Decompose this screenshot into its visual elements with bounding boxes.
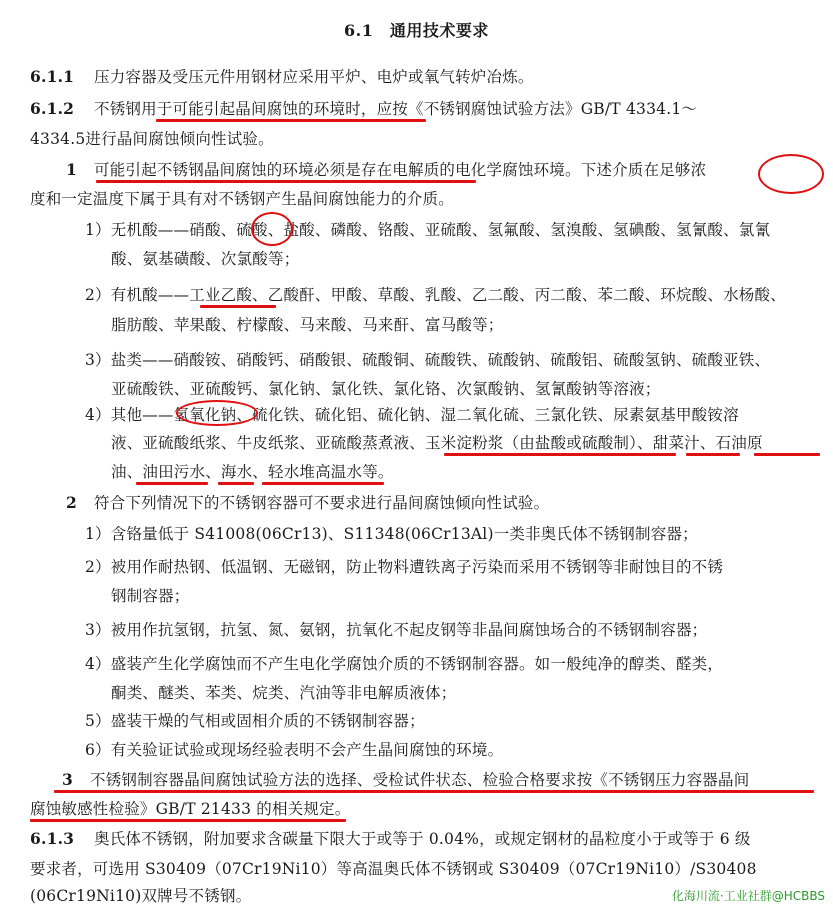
clause-number-6-1-2: 6.1.2 xyxy=(30,99,75,118)
annotation-underline xyxy=(754,453,820,456)
clause-6-1-1-text: 压力容器及受压元件用钢材应采用平炉、电炉或氧气转炉冶炼。 xyxy=(94,68,534,86)
item-2-sub4-line1: 4）盛装产生化学腐蚀而不产生电化学腐蚀介质的不锈钢制容器。如一般纯净的醇类、醛类， xyxy=(85,655,724,673)
section-title: 6.1 通用技术要求 xyxy=(344,21,489,40)
item-1-sub4-line1: 4）其他——氢氧化钠、硫化铁、硫化铝、硫化钠、湿二氧化硫、三氯化铁、尿素氨基甲酸铵溶 xyxy=(85,406,739,424)
item-1-line1: 可能引起不锈钢晶间腐蚀的环境必须是存在电解质的电化学腐蚀环境。下述介质在足够浓 xyxy=(94,161,707,179)
annotation-underline xyxy=(686,453,740,456)
annotation-underline xyxy=(444,453,676,456)
item-2-sub3: 3）被用作抗氢钢，抗氢、氮、氨钢，抗氧化不起皮钢等非晶间腐蚀场合的不锈钢制容器； xyxy=(85,621,708,639)
item-1-sub1-line1: 1）无机酸——硝酸、硫酸、盐酸、磷酸、铬酸、亚硫酸、氢氟酸、氢溴酸、氢碘酸、氢氰酸、氯氰 xyxy=(85,221,771,239)
clause-6-1-3-line2: 要求者，可选用 S30409（07Cr19Ni10）等高温奥氏体不锈钢或 S30409（07Cr19Ni10）/S30408 xyxy=(30,860,757,878)
annotation-circle xyxy=(176,400,258,426)
item-2-sub4-line2: 酮类、醚类、苯类、烷类、汽油等非电解质液体； xyxy=(111,684,457,702)
annotation-underline xyxy=(30,819,346,822)
annotation-underline xyxy=(262,482,384,485)
item-2-sub1: 1）含铬量低于 S41008(06Cr13)、S11348(06Cr13Al)一类非奥氏体不锈钢制容器； xyxy=(85,525,698,543)
item-1-number: 1 xyxy=(66,160,77,179)
annotation-underline xyxy=(96,180,476,183)
watermark: 化海川流·工业社群@HCBBS xyxy=(671,889,825,903)
item-2-sub2-line2: 钢制容器； xyxy=(111,587,190,605)
clause-6-1-3-line1: 奥氏体不锈钢，附加要求含碳量下限大于或等于 0.04%，或规定钢材的晶粒度小于或等于 6 级 xyxy=(94,830,751,848)
item-2-number: 2 xyxy=(66,493,77,512)
clause-6-1-2-line2: 4334.5进行晶间腐蚀倾向性试验。 xyxy=(30,130,274,148)
item-3-number: 3 xyxy=(62,770,73,789)
annotation-underline xyxy=(136,482,208,485)
item-1-sub2-line2: 脂肪酸、苹果酸、柠檬酸、马来酸、马来酐、富马酸等； xyxy=(111,316,504,334)
item-2-sub6: 6）有关验证试验或现场经验表明不会产生晶间腐蚀的环境。 xyxy=(85,741,504,759)
annotation-circle xyxy=(758,154,824,194)
item-3-line1: 不锈钢制容器晶间腐蚀试验方法的选择、受检试件状态、检验合格要求按《不锈钢压力容器晶间 xyxy=(90,771,750,789)
annotation-underline xyxy=(218,482,254,485)
item-3-line2: 腐蚀敏感性检验》GB/T 21433 的相关规定。 xyxy=(30,800,351,818)
item-2-sub5: 5）盛装干燥的气相或固相介质的不锈钢制容器； xyxy=(85,712,425,730)
item-1-sub4-line3: 油、油田污水、海水、轻水堆高温水等。 xyxy=(111,463,394,481)
annotation-underline xyxy=(200,305,276,308)
annotation-underline xyxy=(54,790,814,793)
annotation-underline xyxy=(156,119,426,122)
item-1-sub4-line2: 液、亚硫酸纸浆、牛皮纸浆、亚硫酸蒸煮液、玉米淀粉浆（由盐酸或硫酸制）、甜菜汁、石油原 xyxy=(111,434,763,452)
clause-number-6-1-3: 6.1.3 xyxy=(30,829,75,848)
item-1-sub2-line1: 2）有机酸——工业乙酸、乙酸酐、甲酸、草酸、乳酸、乙二酸、丙二酸、苯二酸、环烷酸、水杨酸、 xyxy=(85,286,786,304)
item-1-sub3-line1: 3）盐类——硝酸铵、硝酸钙、硝酸银、硫酸铜、硫酸铁、硫酸钠、硫酸铝、硫酸氢钠、硫酸亚铁、 xyxy=(85,351,771,369)
clause-6-1-2-line1: 不锈钢用于可能引起晶间腐蚀的环境时，应按《不锈钢腐蚀试验方法》GB/T 4334.1～ xyxy=(94,100,698,118)
clause-number-6-1-1: 6.1.1 xyxy=(30,67,75,86)
item-1-sub3-line2: 亚硫酸铁、亚硫酸钙、氯化钠、氯化铁、氯化铬、次氯酸钠、氢氰酸钠等溶液； xyxy=(111,380,661,398)
item-1-line2: 度和一定温度下属于具有对不锈钢产生晶间腐蚀能力的介质。 xyxy=(30,190,454,208)
item-1-sub1-line2: 酸、氨基磺酸、次氯酸等； xyxy=(111,250,300,268)
annotation-circle xyxy=(251,212,293,246)
item-2-text: 符合下列情况下的不锈钢容器可不要求进行晶间腐蚀倾向性试验。 xyxy=(94,494,550,512)
clause-6-1-3-line3: (06Cr19Ni10)双牌号不锈钢。 xyxy=(30,887,252,905)
item-2-sub2-line1: 2）被用作耐热钢、低温钢、无磁钢，防止物料遭铁离子污染而采用不锈钢等非耐蚀目的不锈 xyxy=(85,558,724,576)
